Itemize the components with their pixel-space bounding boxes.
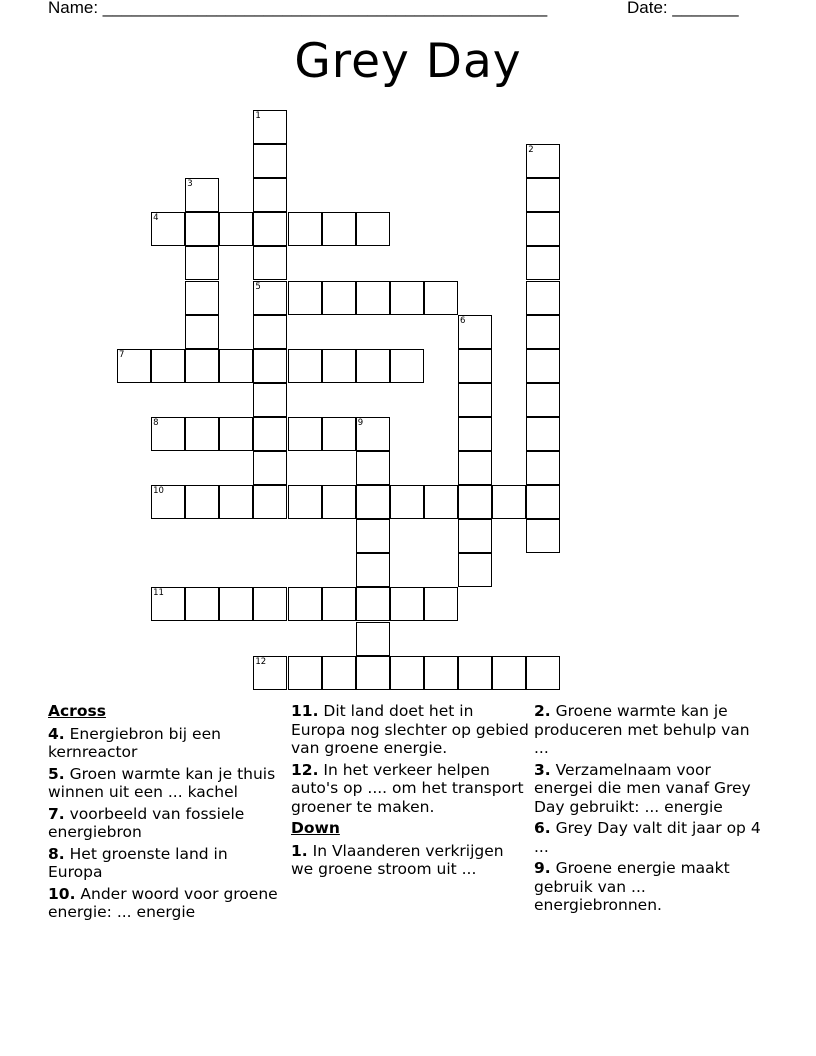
grid-cell[interactable] [253, 144, 287, 178]
clue-text: In het verkeer helpen auto's op .... om het transport groener te maken. [291, 760, 524, 816]
grid-cell[interactable] [322, 349, 356, 383]
clue-number: 10. [48, 884, 76, 903]
grid-cell[interactable] [322, 281, 356, 315]
grid-cell[interactable] [253, 110, 287, 144]
grid-cell[interactable] [253, 281, 287, 315]
grid-cell[interactable] [253, 417, 287, 451]
clue-number-label: 2 [528, 145, 534, 156]
grid-cell[interactable] [390, 281, 424, 315]
clue-number: 2. [534, 702, 551, 720]
clue-text: Energiebron bij een kernreactor [48, 724, 221, 761]
clue-text: Groene warmte kan je produceren met behulp van ... [534, 702, 750, 757]
grid-cell[interactable] [253, 485, 287, 519]
grid-cell[interactable] [526, 656, 560, 690]
grid-cell[interactable] [322, 417, 356, 451]
grid-cell[interactable] [253, 656, 287, 690]
grid-cell[interactable] [253, 587, 287, 621]
grid-cell[interactable] [253, 212, 287, 246]
grid-cell[interactable] [356, 417, 390, 451]
date-field[interactable]: Date: _______ [627, 0, 739, 17]
clue-number-label: 3 [187, 179, 193, 190]
grid-cell[interactable] [356, 519, 390, 553]
grid-cell[interactable] [356, 451, 390, 485]
clue-number-label: 12 [255, 656, 267, 667]
grid-cell[interactable] [458, 451, 492, 485]
clue-number-label: 1 [255, 111, 261, 121]
grid-cell[interactable] [253, 349, 287, 383]
clue-number-label: 6 [460, 315, 466, 326]
grid-cell[interactable] [356, 622, 390, 656]
clue-text: Grey Day valt dit jaar op 4 ... [534, 819, 761, 856]
grid-cell[interactable] [288, 212, 322, 246]
grid-cell[interactable] [288, 281, 322, 315]
grid-cell[interactable] [185, 246, 219, 280]
clue-number-label: 10 [153, 486, 164, 497]
grid-cell[interactable] [526, 485, 560, 519]
grid-cell[interactable] [151, 485, 185, 519]
grid-cell[interactable] [322, 212, 356, 246]
clue-number: 6. [534, 819, 551, 837]
grid-cell[interactable] [526, 246, 560, 280]
grid-cell[interactable] [492, 485, 526, 519]
clue-number: 12. [291, 760, 319, 779]
grid-cell[interactable] [185, 315, 219, 349]
grid-cell[interactable] [219, 587, 253, 621]
grid-cell[interactable] [526, 144, 560, 178]
clue-text: Ander woord voor groene energie: ... energie [48, 884, 278, 921]
clue-item [534, 702, 769, 758]
clue-item [534, 761, 769, 817]
grid-cell[interactable] [356, 212, 390, 246]
grid-cell[interactable] [185, 178, 219, 212]
grid-cell[interactable] [151, 587, 185, 621]
grid-cell[interactable] [219, 485, 253, 519]
grid-cell[interactable] [322, 656, 356, 690]
grid-cell[interactable] [288, 349, 322, 383]
grid-cell[interactable] [253, 383, 287, 417]
clues-column-2 [291, 702, 529, 882]
clue-text: voorbeeld van fossiele energiebron [48, 804, 245, 841]
clue-number: 7. [48, 804, 65, 823]
grid-cell[interactable] [458, 485, 492, 519]
grid-cell[interactable] [526, 281, 560, 315]
clue-item [534, 859, 769, 915]
grid-cell[interactable] [526, 417, 560, 451]
grid-cell[interactable] [526, 178, 560, 212]
across-heading: Across [48, 702, 106, 720]
grid-cell[interactable] [424, 656, 458, 690]
grid-cell[interactable] [356, 349, 390, 383]
clue-item [534, 819, 769, 856]
grid-cell[interactable] [424, 587, 458, 621]
grid-cell[interactable] [185, 281, 219, 315]
grid-cell[interactable] [288, 417, 322, 451]
clue-text: Groene energie maakt gebruik van ... energiebronnen. [534, 859, 730, 914]
grid-cell[interactable] [185, 587, 219, 621]
clue-number: 5. [48, 764, 65, 783]
grid-cell[interactable] [185, 212, 219, 246]
clue-text: Groen warmte kan je thuis winnen uit een ... kachel [48, 764, 276, 801]
grid-cell[interactable] [288, 656, 322, 690]
clue-item [291, 761, 529, 817]
grid-cell[interactable] [390, 485, 424, 519]
grid-cell[interactable] [356, 553, 390, 587]
grid-cell[interactable] [253, 246, 287, 280]
grid-cell[interactable] [253, 178, 287, 212]
grid-cell[interactable] [151, 212, 185, 246]
grid-cell[interactable] [356, 485, 390, 519]
down-heading: Down [291, 819, 340, 837]
clues-column-1 [48, 702, 283, 925]
grid-cell[interactable] [356, 281, 390, 315]
grid-cell[interactable] [526, 451, 560, 485]
grid-cell[interactable] [356, 656, 390, 690]
grid-cell[interactable] [185, 485, 219, 519]
grid-cell[interactable] [219, 349, 253, 383]
grid-cell[interactable] [219, 417, 253, 451]
clue-item [291, 842, 529, 879]
grid-cell[interactable] [322, 587, 356, 621]
grid-cell[interactable] [390, 587, 424, 621]
clue-text: Verzamelnaam voor energei die men vanaf Grey Day gebruikt: ... energie [534, 760, 751, 816]
clue-number-label: 5 [255, 281, 261, 292]
grid-cell[interactable] [458, 383, 492, 417]
grid-cell[interactable] [253, 451, 287, 485]
clue-number-label: 11 [153, 588, 164, 599]
grid-cell[interactable] [458, 656, 492, 690]
clue-number: 8. [48, 844, 65, 863]
clue-number: 11. [291, 702, 319, 720]
grid-cell[interactable] [424, 485, 458, 519]
name-field[interactable]: Name: _______________________________________________ [48, 0, 548, 17]
grid-cell[interactable] [322, 485, 356, 519]
clue-number-label: 4 [153, 213, 159, 224]
clue-number: 9. [534, 859, 551, 877]
clue-item [48, 725, 283, 762]
clue-item [48, 885, 283, 922]
grid-cell[interactable] [526, 519, 560, 553]
grid-cell[interactable] [526, 349, 560, 383]
grid-cell[interactable] [356, 587, 390, 621]
grid-cell[interactable] [390, 656, 424, 690]
clue-number: 4. [48, 724, 65, 743]
clue-text: Het groenste land in Europa [48, 844, 228, 881]
clue-text: In Vlaanderen verkrijgen we groene stroom uit ... [291, 841, 504, 878]
grid-cell[interactable] [185, 417, 219, 451]
grid-cell[interactable] [458, 315, 492, 349]
grid-cell[interactable] [117, 349, 151, 383]
grid-cell[interactable] [151, 349, 185, 383]
clue-text: Dit land doet het in Europa nog slechter op gebied van groene energie. [291, 702, 529, 757]
grid-cell[interactable] [526, 212, 560, 246]
clue-item [48, 805, 283, 842]
clue-number-label: 7 [119, 349, 125, 360]
grid-cell[interactable] [288, 587, 322, 621]
grid-cell[interactable] [458, 417, 492, 451]
grid-cell[interactable] [526, 383, 560, 417]
grid-cell[interactable] [526, 315, 560, 349]
grid-cell[interactable] [219, 212, 253, 246]
clue-number: 3. [534, 760, 551, 779]
clue-number-label: 8 [153, 417, 159, 428]
grid-cell[interactable] [253, 315, 287, 349]
grid-cell[interactable] [458, 519, 492, 553]
grid-cell[interactable] [424, 281, 458, 315]
grid-cell[interactable] [185, 349, 219, 383]
grid-cell[interactable] [458, 553, 492, 587]
clues-column-3 [534, 702, 769, 918]
puzzle-title: Grey Day [294, 34, 522, 89]
clue-item [291, 702, 529, 758]
clue-item [48, 845, 283, 882]
grid-cell[interactable] [288, 485, 322, 519]
grid-cell[interactable] [492, 656, 526, 690]
grid-cell[interactable] [458, 349, 492, 383]
clue-number-label: 9 [357, 417, 364, 428]
grid-cell[interactable] [390, 349, 424, 383]
grid-cell[interactable] [151, 417, 185, 451]
clue-number: 1. [291, 841, 308, 860]
clue-item [48, 765, 283, 802]
